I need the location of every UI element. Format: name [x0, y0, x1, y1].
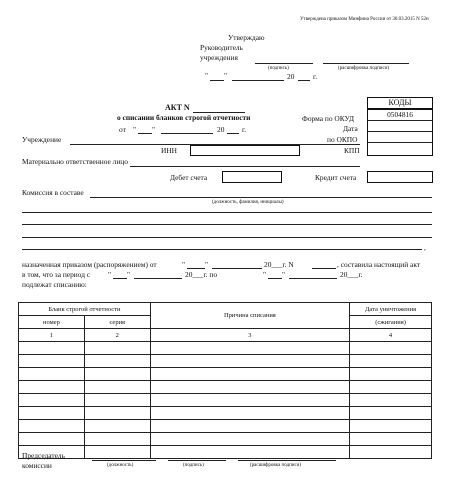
table-row[interactable] — [19, 420, 432, 433]
approve-signature-line[interactable] — [255, 63, 313, 64]
order-year-number: 20___г. N — [264, 260, 294, 269]
inn-field[interactable] — [190, 145, 300, 156]
table-number-row — [19, 329, 432, 342]
order-text: назначенная приказом (распоряжением) от — [22, 260, 157, 269]
order-month-line[interactable] — [212, 268, 262, 269]
col-num-1: 1 — [19, 329, 85, 342]
act-title: АКТ N — [165, 103, 190, 112]
period-to-month-line[interactable] — [289, 278, 337, 279]
table-row[interactable] — [19, 381, 432, 394]
approve-year-suffix: г. — [313, 72, 318, 81]
act-day-line[interactable] — [138, 133, 152, 134]
okpo-label: по ОКПО — [327, 135, 358, 144]
responsible-field[interactable] — [130, 166, 360, 167]
commission-line-5[interactable] — [22, 249, 422, 250]
approve-head: Руководитель — [200, 43, 243, 52]
header-number: номер — [19, 316, 85, 329]
period-end: 20___г. — [340, 270, 363, 279]
approve-quote-open: " — [205, 71, 209, 80]
period-text: в том, что за период с — [22, 270, 91, 279]
commission-line-2[interactable] — [22, 212, 432, 213]
commission-comma: , — [424, 243, 426, 252]
act-quote-open: " — [133, 125, 137, 134]
commission-line-1[interactable] — [90, 197, 432, 198]
period-from-day-line[interactable] — [113, 278, 127, 279]
chairman-signature-line[interactable] — [168, 460, 226, 461]
approval-note: Утверждена приказом Минфина России от 30.03.2015 N 52н — [300, 17, 429, 22]
act-subtitle: о списании бланков строгой отчетности — [117, 113, 251, 122]
okud-value: 0504816 — [387, 110, 413, 119]
period-quote-close: " — [127, 270, 131, 279]
col-num-4: 4 — [350, 329, 432, 342]
order-number-line[interactable] — [312, 268, 336, 269]
header-reason: Причина списания — [150, 303, 349, 329]
act-date-from: от — [119, 125, 126, 134]
table-row[interactable] — [19, 342, 432, 355]
chairman-signature-hint: (подпись) — [183, 463, 204, 468]
header-series: серия — [84, 316, 150, 329]
debit-label: Дебет счета — [170, 173, 208, 182]
chairman-label-1: Председатель — [22, 451, 65, 460]
commission-label: Комиссия в составе — [22, 188, 84, 197]
order-day-line[interactable] — [187, 268, 205, 269]
approve-decoding-line[interactable] — [323, 63, 409, 64]
approve-year-prefix: 20 — [287, 72, 295, 81]
approve-month-line[interactable] — [232, 80, 284, 81]
table-row[interactable] — [19, 355, 432, 368]
approve-year-line[interactable] — [298, 80, 310, 81]
approve-podpis-hint: (подпись) — [268, 66, 289, 71]
approve-institution: учреждения — [200, 53, 238, 62]
table-row[interactable] — [19, 368, 432, 381]
act-year-suffix: г. — [242, 125, 247, 134]
order-quote-close: " — [205, 260, 209, 269]
codes-header: КОДЫ — [388, 98, 412, 107]
chairman-position-line[interactable] — [92, 460, 156, 461]
okud-label: Форма по ОКУД — [302, 114, 355, 123]
inn-label: ИНН — [161, 146, 178, 155]
codes-header-box — [367, 97, 433, 109]
act-month-line[interactable] — [161, 133, 213, 134]
act-year-prefix: 20 — [217, 125, 225, 134]
table-header-row — [19, 303, 432, 316]
period-from-month-line[interactable] — [134, 278, 182, 279]
credit-label: Кредит счета — [315, 173, 357, 182]
institution-label: Учреждение — [22, 135, 62, 144]
chairman-decoding-line[interactable] — [238, 460, 336, 461]
commission-line-4[interactable] — [22, 237, 432, 238]
kpp-label: КПП — [344, 146, 360, 155]
col-num-2: 2 — [84, 329, 150, 342]
table-row[interactable] — [19, 407, 432, 420]
approve-quote-close: " — [224, 71, 228, 80]
approve-title: Утверждаю — [228, 33, 265, 42]
commission-hint: (должность, фамилия, инициалы) — [212, 200, 284, 205]
table-row[interactable] — [19, 394, 432, 407]
debit-field[interactable] — [222, 171, 282, 183]
chairman-decoding-hint: (расшифровка подписи) — [250, 463, 302, 468]
act-quote-close: " — [152, 125, 156, 134]
credit-field[interactable] — [367, 171, 433, 183]
period-to-quote-close: " — [282, 270, 286, 279]
act-year-line[interactable] — [227, 133, 239, 134]
responsible-label: Материально ответственное лицо — [22, 157, 128, 166]
chairman-position-hint: (должность) — [107, 463, 134, 468]
header-date-2: (сжигания) — [350, 316, 432, 329]
col-num-3: 3 — [150, 329, 349, 342]
period-quote-open: " — [108, 270, 112, 279]
order-quote-open: " — [182, 260, 186, 269]
order-tail: , составила настоящий акт — [337, 260, 421, 269]
date-label: Дата — [343, 124, 358, 133]
approve-day-line[interactable] — [210, 80, 224, 81]
commission-line-3[interactable] — [22, 224, 432, 225]
header-blank: Бланк строгой отчетности — [19, 303, 151, 316]
period-to-day-line[interactable] — [268, 278, 282, 279]
table-row[interactable] — [19, 433, 432, 446]
chairman-label-2: комиссии — [22, 461, 52, 470]
header-date: Дата уничтожения — [350, 303, 432, 316]
table-row[interactable] — [19, 446, 432, 459]
period-mid: 20___г. по — [185, 270, 218, 279]
approve-decoding-hint: (расшифровка подписи) — [338, 66, 390, 71]
writeoff-table — [18, 302, 432, 459]
writeoff-text: подлежат списанию: — [22, 280, 87, 289]
period-to-quote-open: " — [263, 270, 267, 279]
